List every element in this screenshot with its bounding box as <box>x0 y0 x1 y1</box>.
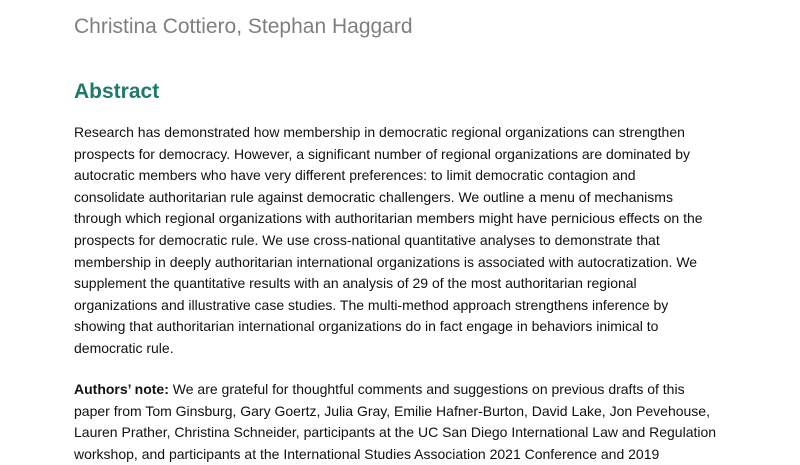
abstract-line: consolidate authoritarian rule against democratic challengers. We outline a menu of mechanisms <box>74 188 673 205</box>
authors-note-first-line <box>74 379 734 401</box>
abstract-line: prospects for democracy. However, a significant number of regional organizations are dominated by <box>74 145 691 162</box>
author-names: Christina Cottiero, Stephan Haggard <box>74 15 413 38</box>
abstract-line: prospects for democratic rule. We use cross-national quantitative analyses to demonstrate that <box>74 231 660 248</box>
abstract-line: democratic rule. <box>74 339 174 356</box>
abstract-line: supplement the quantitative results with an analysis of 29 of the most authoritarian regional <box>74 275 637 292</box>
authors-note-line: workshop, and participants at the International Studies Association 2021 Conference and 2019 <box>74 445 660 462</box>
abstract-body <box>74 122 734 360</box>
authors-note <box>74 379 734 465</box>
abstract-heading: Abstract <box>74 80 160 103</box>
authors-note-line: Lauren Prather, Christina Schneider, participants at the UC San Diego International Law and Regulation <box>74 424 717 441</box>
authors-note-line: paper from Tom Ginsburg, Gary Goertz, Julia Gray, Emilie Hafner-Burton, David Lake, Jon Pevehouse, <box>74 402 710 419</box>
abstract-line: organizations and illustrative case studies. The multi-method approach strengthens inference by <box>74 296 669 313</box>
abstract-line: through which regional organizations with authoritarian members might have pernicious effects on the <box>74 210 703 227</box>
authors-note-label: Authors’ note: <box>74 381 169 397</box>
abstract-line: autocratic members who have very different preferences: to limit democratic contagion and <box>74 167 636 184</box>
abstract-line: showing that authoritarian international organizations do in fact engage in behaviors inimical to <box>74 318 659 335</box>
authors-note-text: We are grateful for thoughtful comments and suggestions on previous drafts of this <box>168 381 685 397</box>
abstract-line: Research has demonstrated how membership in democratic regional organizations can strengthen <box>74 124 685 140</box>
abstract-line: membership in deeply authoritarian international organizations is associated with autocratization. We <box>74 253 698 270</box>
